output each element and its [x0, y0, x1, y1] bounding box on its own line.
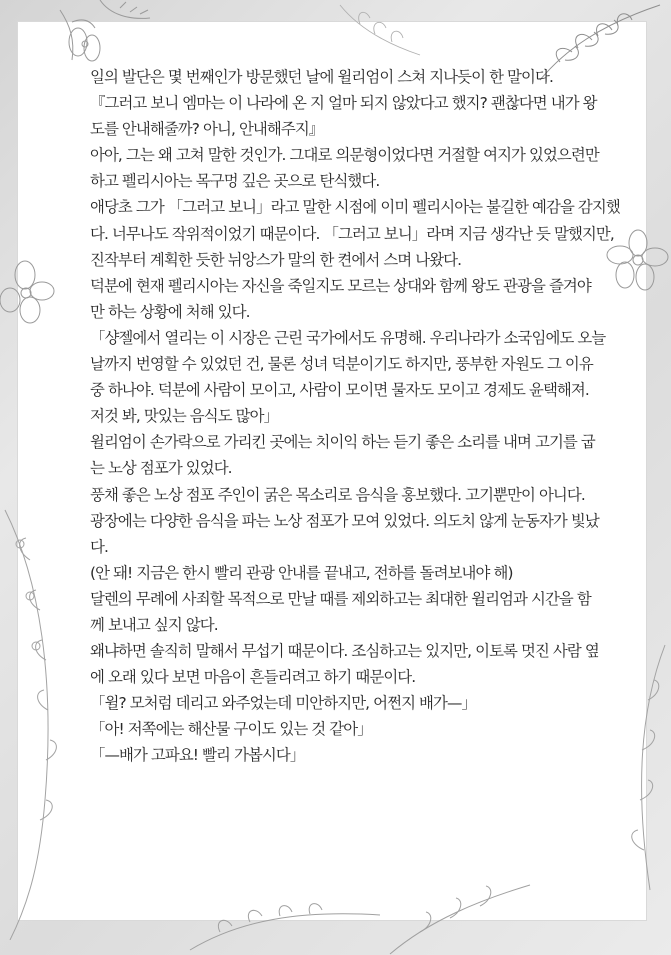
paragraph: [90, 325, 615, 429]
paragraph: [90, 586, 615, 638]
paragraph: [90, 560, 615, 586]
paragraph: [90, 716, 615, 742]
text-line: 윌리엄이 손가락으로 가리킨 곳에는 치이익 하는 듣기 좋은 소리를 내며 고기를 굽: [90, 433, 595, 452]
text-line: 다. 너무나도 작위적이었기 때문이다. 「그러고 보니」라며 지금 생각난 듯 말했지만,: [90, 224, 614, 243]
paragraph: [90, 482, 615, 560]
text-line: 「윌? 모처럼 데리고 와주었는데 미안하지만, 어쩐지 배가—」: [90, 694, 476, 713]
text-line: 풍채 좋은 노상 점포 주인이 굵은 목소리로 음식을 홍보했다. 고기뿐만이 아니다.: [90, 485, 585, 504]
text-line: 만 하는 상황에 처해 있다.: [90, 302, 250, 321]
paragraph: [90, 429, 615, 481]
paragraph: [90, 142, 615, 194]
text-line: 저것 봐, 맛있는 음식도 많아」: [90, 407, 279, 426]
text-line: 는 노상 점포가 있었다.: [90, 459, 232, 478]
text-line: (안 돼! 지금은 한시 빨리 관광 안내를 끝내고, 전하를 돌려보내야 해): [90, 563, 513, 582]
text-line: 도를 안내해줄까? 아니, 안내해주지』: [90, 120, 324, 139]
text-line: 아아, 그는 왜 고쳐 말한 것인가. 그대로 의문형이었다면 거절할 여지가 있었으련만: [90, 146, 599, 165]
paragraph: [90, 742, 615, 768]
text-line: 에 오래 있다 보면 마음이 흔들리려고 하기 때문이다.: [90, 668, 416, 687]
text-line: 날까지 번영할 수 있었던 건, 물론 성녀 덕분이기도 하지만, 풍부한 자원도 그 이유: [90, 355, 593, 374]
paragraph: [90, 638, 615, 690]
text-line: 「—배가 고파요! 빨리 가봅시다」: [90, 746, 305, 765]
paragraph: [90, 273, 615, 325]
text-line: 달렌의 무례에 사죄할 목적으로 만날 때를 제외하고는 최대한 윌리엄과 시간을 함: [90, 589, 591, 608]
paragraph: [90, 690, 615, 716]
text-line: 다.: [90, 537, 108, 556]
text-line: 중 하나야. 덕분에 사람이 모이고, 사람이 모이면 물자도 모이고 경제도 윤택해져.: [90, 381, 589, 400]
paragraph: [90, 64, 615, 90]
text-line: 하고 펠리시아는 목구멍 깊은 곳으로 탄식했다.: [90, 172, 380, 191]
text-line: 덕분에 현재 펠리시아는 자신을 죽일지도 모르는 상대와 함께 왕도 관광을 즐겨야: [90, 276, 591, 295]
text-line: 『그러고 보니 엠마는 이 나라에 온 지 얼마 되지 않았다고 했지? 괜찮다면 내가 왕: [90, 94, 597, 113]
text-line: 께 보내고 싶지 않다.: [90, 615, 218, 634]
text-line: 왜냐하면 솔직히 말해서 무섭기 때문이다. 조심하고는 있지만, 이토록 멋진 사람 옆: [90, 642, 599, 661]
text-line: 「샹젤에서 열리는 이 시장은 근린 국가에서도 유명해. 우리나라가 소국임에도 오늘: [90, 328, 606, 347]
text-line: 광장에는 다양한 음식을 파는 노상 점포가 모여 있었다. 의도치 않게 눈동자가 빛났: [90, 511, 599, 530]
text-line: 일의 발단은 몇 번째인가 방문했던 날에 윌리엄이 스쳐 지나듯이 한 말이다.: [90, 68, 553, 86]
text-line: 진작부터 계획한 듯한 뉘앙스가 말의 한 켠에서 스며 나왔다.: [90, 250, 462, 269]
text-line: 「아! 저쪽에는 해산물 구이도 있는 것 같아」: [90, 720, 372, 739]
text-line: 애당초 그가 「그러고 보니」라고 말한 시점에 이미 펠리시아는 불길한 예감을 감지했: [90, 198, 620, 217]
paragraph: [90, 194, 620, 272]
body-text: [90, 64, 620, 769]
paragraph: [90, 90, 615, 142]
